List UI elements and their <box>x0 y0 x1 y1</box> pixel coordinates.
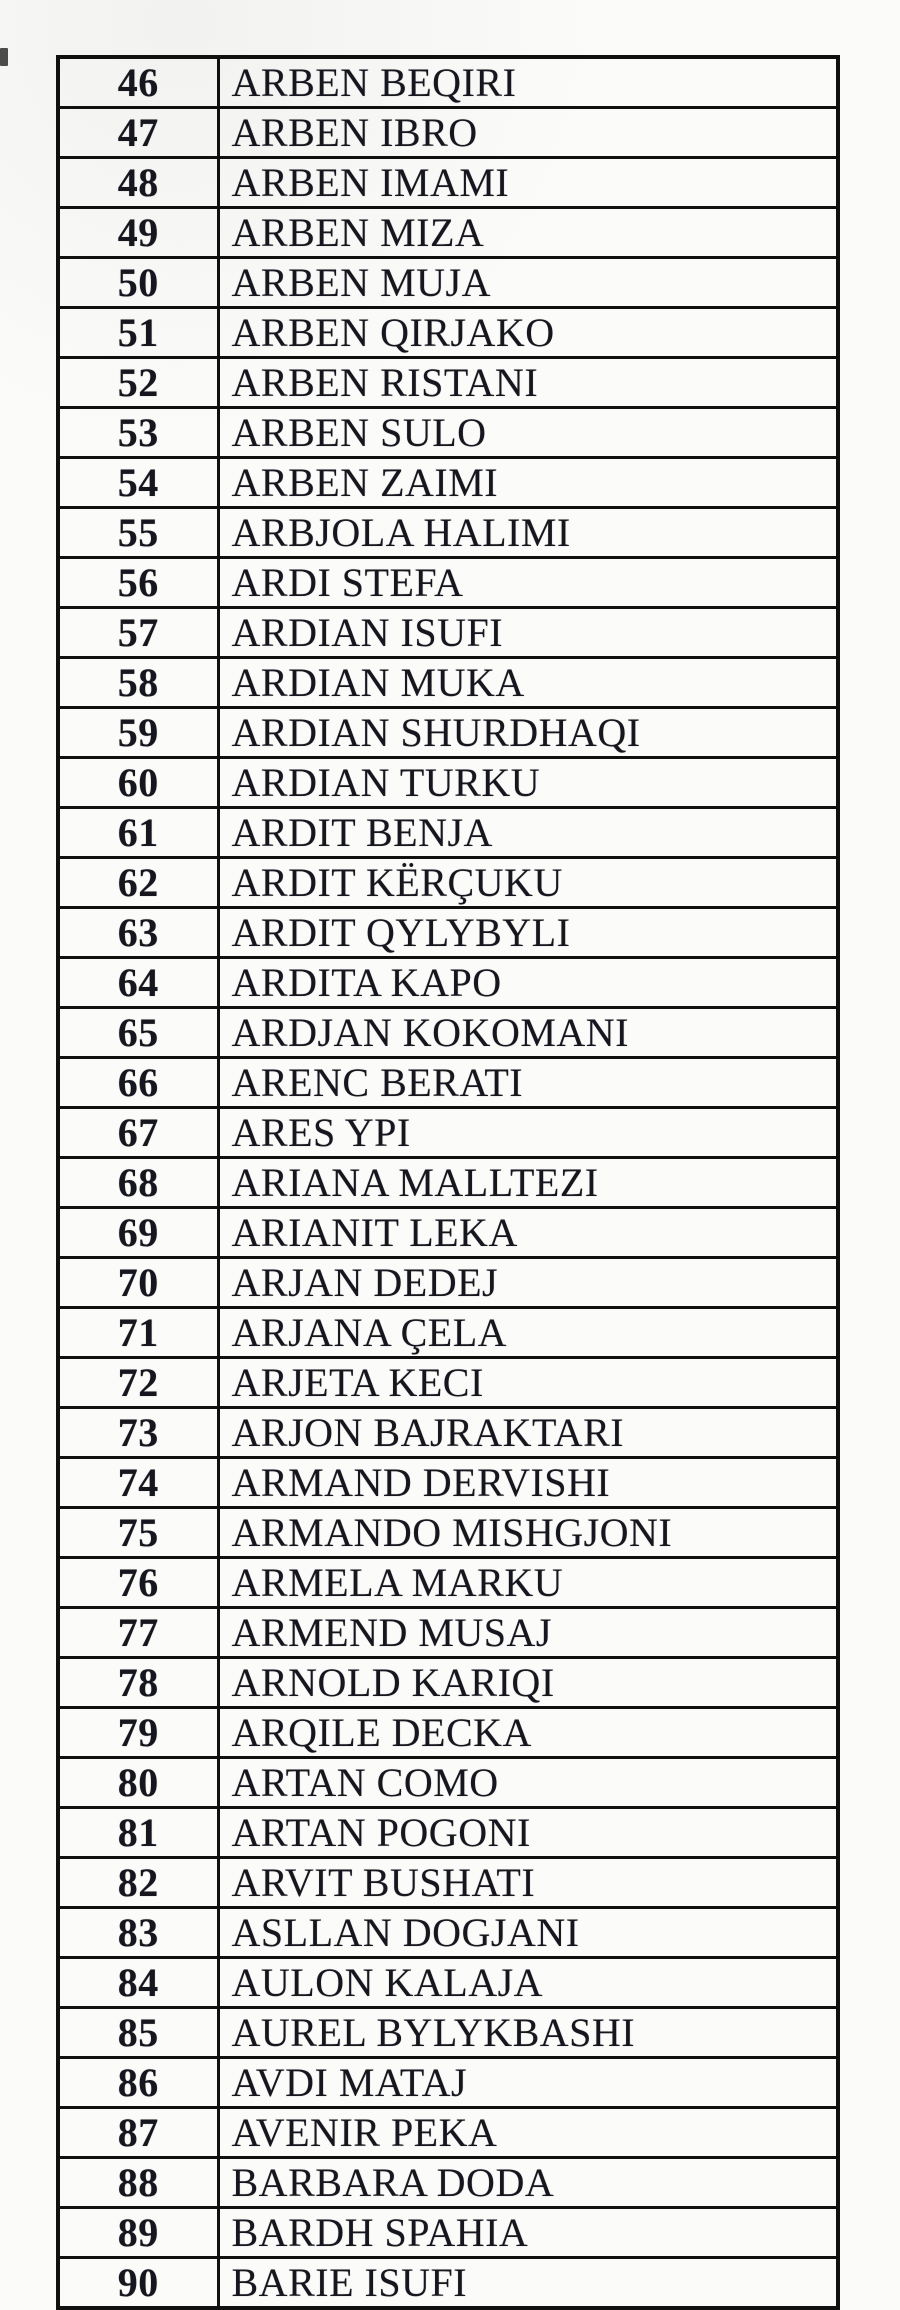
row-number-cell: 78 <box>58 1658 218 1708</box>
table-row <box>58 2058 838 2108</box>
row-number-cell: 68 <box>58 1158 218 1208</box>
row-name-cell: ARDI STEFA <box>218 558 838 608</box>
table-row <box>58 158 838 208</box>
row-name-cell: ARIANA MALLTEZI <box>218 1158 838 1208</box>
table-row <box>58 2208 838 2258</box>
row-number-cell: 77 <box>58 1608 218 1658</box>
row-number-cell: 75 <box>58 1508 218 1558</box>
row-name-cell: ARJAN DEDEJ <box>218 1258 838 1308</box>
row-number-cell: 67 <box>58 1108 218 1158</box>
row-number-cell: 89 <box>58 2208 218 2258</box>
row-number-cell: 70 <box>58 1258 218 1308</box>
table-row <box>58 308 838 358</box>
row-name-cell: ARJON BAJRAKTARI <box>218 1408 838 1458</box>
row-name-cell: ARMELA MARKU <box>218 1558 838 1608</box>
row-name-cell: ARTAN POGONI <box>218 1808 838 1858</box>
row-name-cell: ARBEN IBRO <box>218 108 838 158</box>
row-name-cell: ARMEND MUSAJ <box>218 1608 838 1658</box>
row-name-cell: ARJANA ÇELA <box>218 1308 838 1358</box>
table-row <box>58 1058 838 1108</box>
row-name-cell: ARJETA KECI <box>218 1358 838 1408</box>
table-row <box>58 1608 838 1658</box>
row-number-cell: 57 <box>58 608 218 658</box>
row-number-cell: 54 <box>58 458 218 508</box>
row-number-cell: 50 <box>58 258 218 308</box>
row-number-cell: 73 <box>58 1408 218 1458</box>
row-number-cell: 56 <box>58 558 218 608</box>
row-number-cell: 71 <box>58 1308 218 1358</box>
table-row <box>58 1308 838 1358</box>
row-name-cell: ARBEN ZAIMI <box>218 458 838 508</box>
row-name-cell: ARBEN BEQIRI <box>218 57 838 108</box>
row-name-cell: ARDIAN MUKA <box>218 658 838 708</box>
table-row <box>58 1808 838 1858</box>
row-name-cell: ARES YPI <box>218 1108 838 1158</box>
row-number-cell: 47 <box>58 108 218 158</box>
table-row <box>58 57 838 108</box>
numbered-name-table <box>56 55 840 2310</box>
row-name-cell: ARDIAN TURKU <box>218 758 838 808</box>
row-number-cell: 69 <box>58 1208 218 1258</box>
row-number-cell: 59 <box>58 708 218 758</box>
row-name-cell: ARVIT BUSHATI <box>218 1858 838 1908</box>
table-row <box>58 408 838 458</box>
row-number-cell: 52 <box>58 358 218 408</box>
table-row <box>58 1258 838 1308</box>
name-table-body <box>58 57 838 2308</box>
row-name-cell: ARDIT KËRÇUKU <box>218 858 838 908</box>
table-row <box>58 358 838 408</box>
row-number-cell: 82 <box>58 1858 218 1908</box>
row-name-cell: BARIE ISUFI <box>218 2258 838 2309</box>
row-name-cell: ARBEN QIRJAKO <box>218 308 838 358</box>
row-number-cell: 46 <box>58 57 218 108</box>
table-row <box>58 2158 838 2208</box>
row-number-cell: 64 <box>58 958 218 1008</box>
table-row <box>58 1858 838 1908</box>
row-name-cell: AVDI MATAJ <box>218 2058 838 2108</box>
row-number-cell: 84 <box>58 1958 218 2008</box>
table-row <box>58 708 838 758</box>
row-number-cell: 85 <box>58 2008 218 2058</box>
row-number-cell: 66 <box>58 1058 218 1108</box>
row-name-cell: AULON KALAJA <box>218 1958 838 2008</box>
row-name-cell: AVENIR PEKA <box>218 2108 838 2158</box>
table-row <box>58 508 838 558</box>
table-row <box>58 908 838 958</box>
row-number-cell: 76 <box>58 1558 218 1608</box>
table-row <box>58 1458 838 1508</box>
row-name-cell: ARMAND DERVISHI <box>218 1458 838 1508</box>
row-name-cell: ARBEN MIZA <box>218 208 838 258</box>
table-row <box>58 258 838 308</box>
row-name-cell: AUREL BYLYKBASHI <box>218 2008 838 2058</box>
table-row <box>58 2008 838 2058</box>
table-row <box>58 208 838 258</box>
table-row <box>58 108 838 158</box>
row-name-cell: ARDIT BENJA <box>218 808 838 858</box>
table-row <box>58 1158 838 1208</box>
row-name-cell: ARQILE DECKA <box>218 1708 838 1758</box>
row-name-cell: ARTAN COMO <box>218 1758 838 1808</box>
row-name-cell: ARBJOLA HALIMI <box>218 508 838 558</box>
table-row <box>58 858 838 908</box>
table-row <box>58 758 838 808</box>
row-name-cell: ARBEN MUJA <box>218 258 838 308</box>
row-name-cell: ARMANDO MISHGJONI <box>218 1508 838 1558</box>
row-number-cell: 62 <box>58 858 218 908</box>
row-name-cell: ARDIAN SHURDHAQI <box>218 708 838 758</box>
table-row <box>58 458 838 508</box>
table-row <box>58 1008 838 1058</box>
table-row <box>58 1958 838 2008</box>
table-row <box>58 1558 838 1608</box>
table-row <box>58 808 838 858</box>
table-row <box>58 1908 838 1958</box>
row-name-cell: ARIANIT LEKA <box>218 1208 838 1258</box>
row-number-cell: 80 <box>58 1758 218 1808</box>
table-row <box>58 608 838 658</box>
row-number-cell: 61 <box>58 808 218 858</box>
row-number-cell: 65 <box>58 1008 218 1058</box>
row-number-cell: 72 <box>58 1358 218 1408</box>
row-name-cell: ARDIT QYLYBYLI <box>218 908 838 958</box>
row-name-cell: ARENC BERATI <box>218 1058 838 1108</box>
row-number-cell: 53 <box>58 408 218 458</box>
row-number-cell: 48 <box>58 158 218 208</box>
table-row <box>58 1108 838 1158</box>
table-row <box>58 1408 838 1458</box>
row-number-cell: 58 <box>58 658 218 708</box>
row-number-cell: 87 <box>58 2108 218 2158</box>
table-row <box>58 958 838 1008</box>
scan-artifact <box>0 48 8 66</box>
row-number-cell: 86 <box>58 2058 218 2108</box>
row-name-cell: ARNOLD KARIQI <box>218 1658 838 1708</box>
row-name-cell: ARBEN SULO <box>218 408 838 458</box>
table-row <box>58 1708 838 1758</box>
row-number-cell: 60 <box>58 758 218 808</box>
row-number-cell: 79 <box>58 1708 218 1758</box>
row-name-cell: BARDH SPAHIA <box>218 2208 838 2258</box>
row-number-cell: 88 <box>58 2158 218 2208</box>
row-number-cell: 49 <box>58 208 218 258</box>
row-number-cell: 83 <box>58 1908 218 1958</box>
row-name-cell: ASLLAN DOGJANI <box>218 1908 838 1958</box>
row-name-cell: ARDITA KAPO <box>218 958 838 1008</box>
row-number-cell: 90 <box>58 2258 218 2309</box>
table-row <box>58 1758 838 1808</box>
table-row <box>58 1358 838 1408</box>
row-name-cell: ARDJAN KOKOMANI <box>218 1008 838 1058</box>
row-number-cell: 81 <box>58 1808 218 1858</box>
row-number-cell: 63 <box>58 908 218 958</box>
table-row <box>58 2258 838 2309</box>
row-name-cell: ARBEN RISTANI <box>218 358 838 408</box>
row-name-cell: ARDIAN ISUFI <box>218 608 838 658</box>
table-row <box>58 1508 838 1558</box>
table-row <box>58 658 838 708</box>
table-row <box>58 1658 838 1708</box>
table-row <box>58 2108 838 2158</box>
row-name-cell: ARBEN IMAMI <box>218 158 838 208</box>
row-number-cell: 55 <box>58 508 218 558</box>
row-number-cell: 74 <box>58 1458 218 1508</box>
row-number-cell: 51 <box>58 308 218 358</box>
table-row <box>58 1208 838 1258</box>
table-row <box>58 558 838 608</box>
row-name-cell: BARBARA DODA <box>218 2158 838 2208</box>
